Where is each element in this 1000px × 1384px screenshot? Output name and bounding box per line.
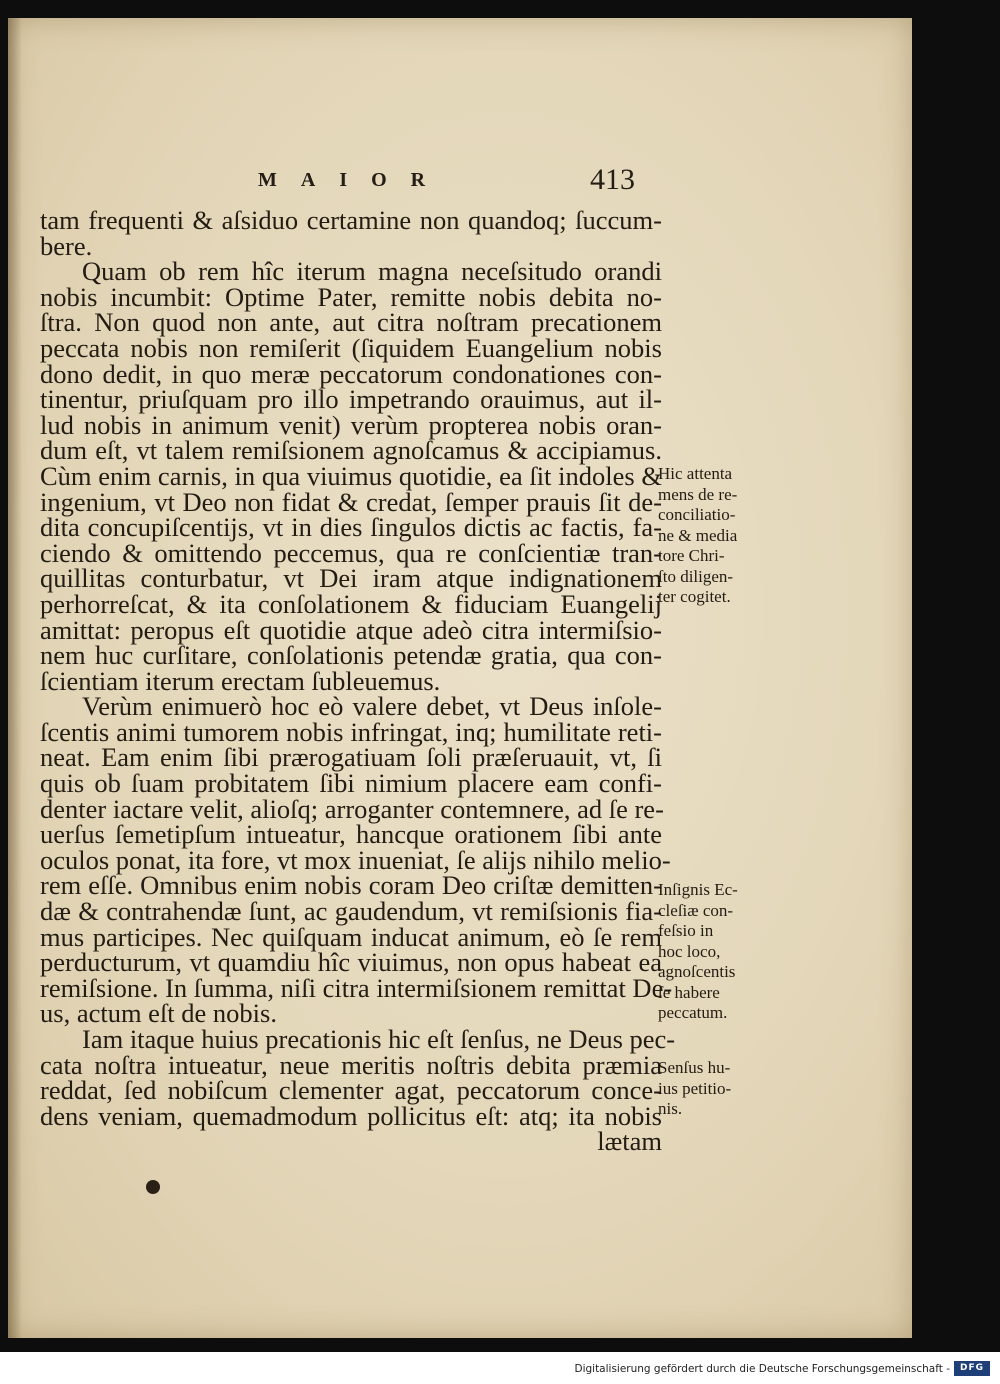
text-line: remiſsione. In ſumma, niſi citra intermiſsionem remittat De- [40,972,673,1003]
catchword: lætam [597,1126,662,1157]
text-line: peccata nobis non remiſerit (ſiquidem Euangelium nobis [40,332,662,363]
text-line: neat. Eam enim ſibi prærogatiuam ſoli præſeruauit, vt, ſi [40,742,662,773]
margin-note-line: Hic attenta [658,464,733,483]
margin-note-line: nis. [658,1099,683,1118]
margin-note-confession [658,880,768,1024]
text-line: ſcentis animi tumorem nobis infringat, inq; humilitate reti- [40,716,662,747]
margin-note-line: ſe habere [658,982,720,1002]
margin-note-line: ter cogitet. [658,587,731,606]
text-line: denter iactare velit, alioſq; arroganter contemnere, ad ſe re- [40,793,664,824]
text-line: Quam ob rem hîc iterum magna neceſsitudo orandi [82,256,662,287]
margin-note-line: agnoſcentis [658,962,736,981]
text-line: amittat: peropus eſt quotidie atque adeò citra intermiſsio- [40,614,662,645]
margin-note-sense [658,1058,768,1120]
text-line: dita concupiſcentijs, vt in dies ſingulos dictis ac factis, fa- [40,512,662,543]
book-page [8,18,912,1338]
margin-note-line: ius petitio- [658,1078,732,1098]
text-line: uerſus ſemetipſum intueatur, hancque orationem ſibi ante [40,819,662,850]
text-line: Cùm enim carnis, in qua viuimus quotidie, ea ſit indoles & [40,460,662,491]
text-line: quis ob ſuam probitatem ſibi nimium placere eam confi- [40,768,662,799]
margin-note-line: mens de re- [658,484,738,504]
margin-note-line: ne & media [658,525,738,545]
margin-note-line: feſsio in [658,921,714,940]
text-line: oculos ponat, ita fore, vt mox inueniat, ſe alijs nihilo melio- [40,844,671,875]
running-head-title: MAIOR [258,169,450,191]
text-line: ingenium, vt Deo non fidat & credat, ſemper prauis ſit de- [40,486,662,517]
margin-note-line: peccatum. [658,1003,728,1022]
text-line: rem eſſe. Omnibus enim nobis coram Deo criſtæ demitten- [40,870,662,901]
margin-note-line: Senſus hu- [658,1058,731,1077]
text-line: quillitas conturbatur, vt Dei iram atque indignationem [40,563,662,594]
margin-note-line: hoc loco, [658,941,721,961]
text-line: perhorreſcat, & ita conſolationem & fiduciam Euangelij [40,588,662,619]
margin-note-reconciliation [658,464,768,608]
text-line: mus participes. Nec quiſquam inducat animum, eò ſe rem [40,921,662,952]
text-line: ciendo & omittendo peccemus, qua re conſcientiæ tran- [40,537,662,568]
margin-note-line: Inſignis Ec- [658,880,738,899]
text-line: tinentur, priuſquam pro illo impetrando orauimus, aut il- [40,384,662,415]
text-line: ſcientiam iterum erectam ſubleuemus. [40,665,441,696]
text-line: dæ & contrahendæ ſunt, ac gaudendum, vt remiſsionis fia- [40,896,662,927]
dfg-logo[interactable]: DFG [954,1361,990,1376]
text-line: lud nobis in animum venit) verùm propterea nobis oran- [40,409,662,440]
text-line: ſtra. Non quod non ante, aut citra noſtram precationem [40,307,662,338]
text-line: reddat, ſed nobiſcum clementer agat, peccatorum conce- [40,1075,662,1106]
digitization-credit: Digitalisierung gefördert durch die Deutsche Forschungsgemeinschaft - [574,1363,950,1375]
running-head [8,163,912,207]
digitization-credit-bar [0,1352,1000,1384]
text-line: nem huc curſitare, conſolationis petendæ gratia, qua con- [40,640,662,671]
text-line: bere. [40,230,93,261]
text-line: cata noſtra intueatur, neue meritis noſtris debita præmia [40,1049,662,1080]
body-text [40,205,676,1157]
margin-note-line: cleſiæ con- [658,900,734,920]
text-line: Iam itaque huius precationis hic eſt ſenſus, ne Deus pec- [82,1024,676,1054]
margin-note-line: ſto diligen- [658,566,734,586]
text-line: Verùm enimuerò hoc eò valere debet, vt Deus inſole- [82,691,662,722]
margin-note-line: conciliatio- [658,505,736,524]
margin-note-line: tore Chri- [658,546,725,565]
text-line: dens veniam, quemadmodum pollicitus eſt: atq; ita nobis [40,1100,662,1131]
text-line: us, actum eſt de nobis. [40,998,277,1029]
page-number: 413 [590,163,635,196]
page-edge-shadow [8,18,22,1338]
text-line: perducturum, vt quamdiu hîc viuimus, non opus habeat ea [40,947,662,978]
text-line: tam frequenti & aſsiduo certamine non quandoq; ſuccum- [40,205,662,235]
text-line: dum eſt, vt talem remiſsionem agnoſcamus & accipiamus. [40,435,662,466]
ink-blot-mark [146,1180,160,1194]
text-line: nobis incumbit: Optime Pater, remitte nobis debita no- [40,281,662,312]
text-line: dono dedit, in quo meræ peccatorum condonationes con- [40,358,662,389]
